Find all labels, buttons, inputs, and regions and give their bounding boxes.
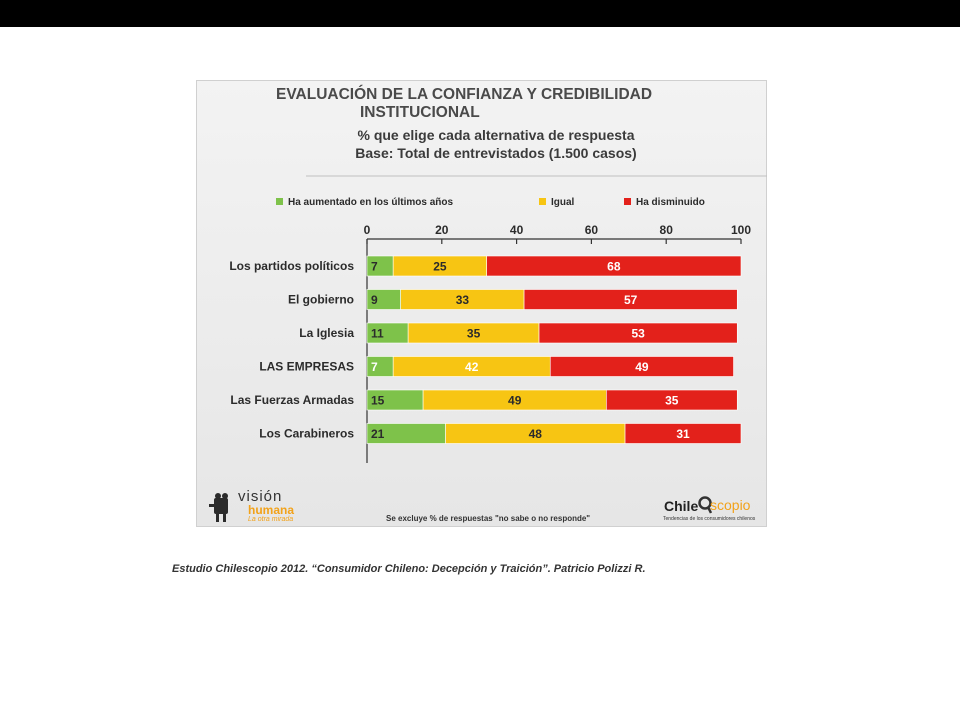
legend-label-0: Ha aumentado en los últimos años [288, 197, 454, 208]
x-tick-label-0: 0 [363, 223, 371, 237]
stacked-bar-chart [196, 80, 767, 527]
bar-label-3-1: 42 [465, 360, 479, 374]
x-axis [364, 223, 752, 244]
x-tick-label-5: 100 [730, 223, 752, 237]
subtitle-line-2: Base: Total de entrevistados (1.500 casos) [355, 145, 637, 161]
category-label-0: Los partidos políticos [229, 259, 354, 273]
category-label-4: Las Fuerzas Armadas [230, 393, 354, 407]
category-label-5: Los Carabineros [259, 426, 354, 441]
bar-label-2-2: 53 [631, 326, 645, 341]
legend-label-2: Ha disminuido [636, 197, 705, 208]
top-black-band [0, 0, 960, 27]
bar-label-3-0: 7 [371, 360, 378, 374]
legend-swatch-2 [624, 198, 631, 205]
legend-swatch-0 [276, 198, 283, 205]
bar-label-2-0: 11 [371, 326, 384, 341]
logo-vision-text: visión [238, 488, 283, 505]
x-tick-label-1: 20 [435, 223, 449, 237]
logo-humana-text: humana [248, 503, 295, 517]
chart-slide [196, 80, 767, 527]
bar-label-1-2: 57 [623, 293, 638, 307]
bar-label-0-1: 25 [433, 259, 447, 274]
logo-scopio-text: scopio [710, 497, 751, 513]
legend-label-1: Igual [551, 197, 575, 208]
category-label-2: La Iglesia [299, 326, 354, 340]
mascot-icon [208, 492, 236, 524]
logo-tagline: Tendencias de los consumidores chilenos [663, 516, 756, 522]
bar-label-4-1: 49 [508, 393, 522, 408]
x-tick-label-2: 40 [509, 223, 524, 237]
bar-label-0-2: 68 [607, 259, 621, 274]
logo-chile-text: Chile [664, 498, 699, 514]
bars-group [229, 256, 741, 444]
bar-label-4-2: 35 [665, 393, 679, 408]
bar-label-1-0: 9 [371, 293, 378, 307]
chart-legend [276, 197, 705, 208]
bar-label-0-0: 7 [371, 259, 378, 274]
title-line-1: EVALUACIÓN DE LA CONFIANZA Y CREDIBILIDAD [276, 86, 653, 103]
bar-label-5-0: 21 [371, 427, 385, 441]
slide-caption: Estudio Chilescopio 2012. “Consumidor Chileno: Decepción y Traición”. Patricio Polizzi R. [172, 563, 646, 575]
chart-footnote: Se excluye % de respuestas "no sabe o no responde" [386, 514, 591, 523]
bar-label-5-2: 31 [676, 427, 690, 441]
subtitle-line-1: % que elige cada alternativa de respuesta [357, 127, 635, 143]
category-label-3: LAS EMPRESAS [259, 359, 354, 374]
x-tick-label-4: 80 [659, 223, 673, 237]
category-label-1: El gobierno [288, 292, 354, 307]
vision-humana-logo [208, 488, 318, 524]
chilescopio-logo [658, 490, 763, 524]
logo-mirada-text: La otra mirada [248, 516, 294, 523]
bar-label-3-2: 49 [635, 360, 649, 374]
bar-label-2-1: 35 [466, 326, 481, 341]
bar-label-1-1: 33 [455, 293, 470, 307]
x-tick-label-3: 60 [584, 223, 599, 237]
bar-label-5-1: 48 [528, 427, 542, 441]
legend-swatch-1 [539, 198, 546, 205]
bar-label-4-0: 15 [371, 393, 385, 408]
title-line-2: INSTITUCIONAL [360, 104, 480, 121]
